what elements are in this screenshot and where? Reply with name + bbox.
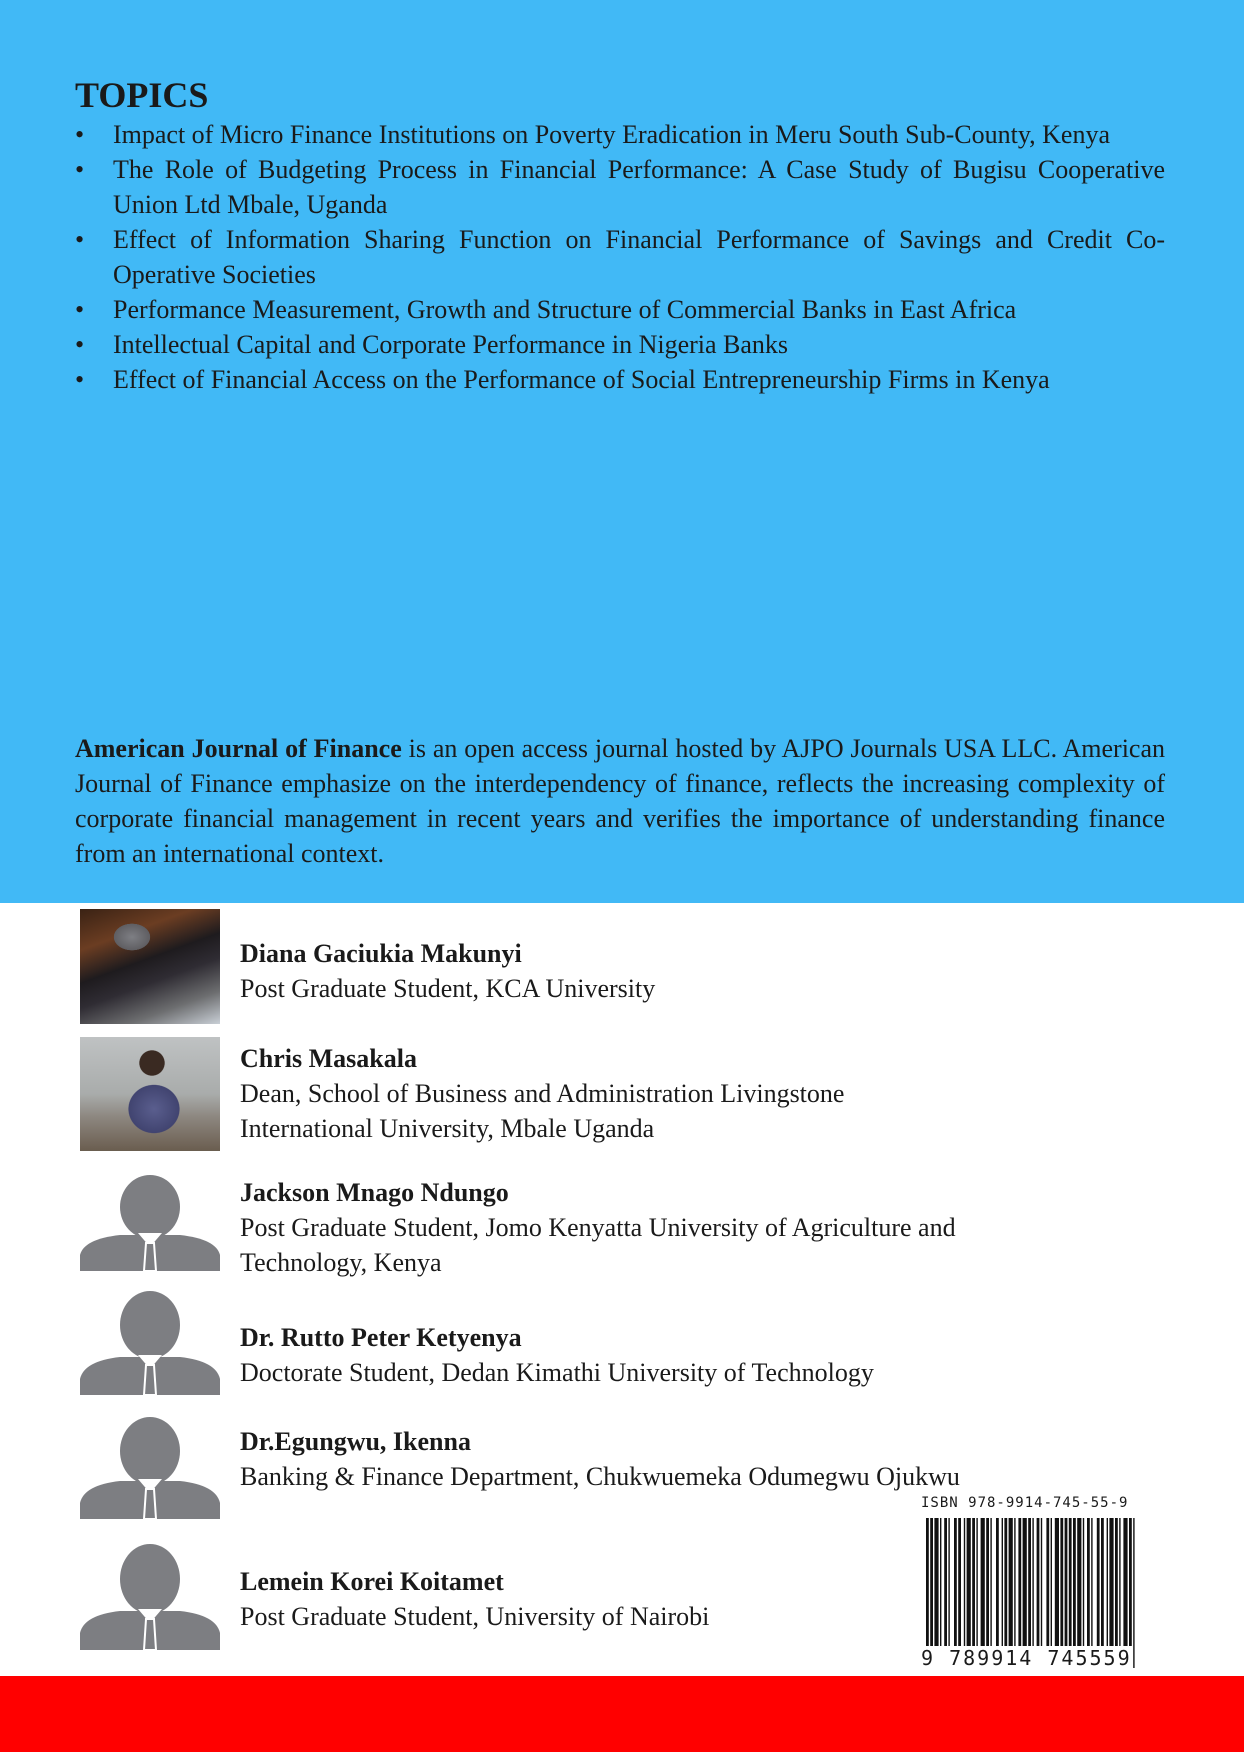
barcode-bar — [1055, 1518, 1059, 1648]
person-silhouette-icon — [80, 1175, 220, 1271]
barcode-bar — [1069, 1518, 1072, 1648]
bottom-bar — [0, 1676, 1244, 1752]
author-name: Diana Gaciukia Makunyi — [240, 939, 522, 968]
barcode-bar — [1023, 1518, 1027, 1648]
bullet-icon: • — [75, 295, 85, 324]
barcode-bar — [1018, 1518, 1021, 1648]
barcode-bar — [1107, 1518, 1108, 1648]
barcode-bar — [1009, 1518, 1013, 1648]
author-affiliation: Post Graduate Student, University of Nairobi — [240, 1602, 710, 1631]
barcode-bar — [1077, 1518, 1081, 1648]
author-affiliation: Post Graduate Student, KCA University — [240, 974, 656, 1003]
barcode-bar — [986, 1518, 989, 1648]
author-name: Jackson Mnago Ndungo — [240, 1178, 509, 1207]
barcode-bar — [996, 1518, 999, 1648]
barcode-bar — [944, 1518, 947, 1648]
barcode-bar — [1119, 1518, 1120, 1648]
barcode-bar — [981, 1518, 985, 1648]
barcode-bar — [1109, 1518, 1113, 1648]
bullet-icon: • — [75, 120, 85, 149]
topic-text: Effect of Information Sharing Function on Financial Performance of Savings and Credit Co-Operative Societies — [113, 225, 1165, 289]
barcode-bar — [1032, 1518, 1033, 1648]
author-name: Chris Masakala — [240, 1044, 417, 1073]
topic-item — [75, 362, 1165, 397]
author-name: Lemein Korei Koitamet — [240, 1567, 504, 1596]
author-card — [80, 1417, 980, 1537]
barcode-bar — [1097, 1518, 1100, 1648]
barcode-bar — [1087, 1518, 1090, 1648]
author-card — [80, 909, 980, 1029]
barcode-bar — [1002, 1518, 1003, 1648]
author-card — [80, 1037, 980, 1157]
author-card — [80, 1175, 980, 1295]
author-info — [240, 1320, 980, 1390]
barcode-bar — [1115, 1518, 1118, 1648]
barcode-bar — [954, 1518, 957, 1648]
topic-item — [75, 152, 1165, 222]
barcode-bar — [1046, 1518, 1049, 1648]
author-photo — [80, 909, 220, 1024]
barcode-bar — [1083, 1518, 1084, 1648]
topic-item — [75, 327, 1165, 362]
barcode-bar — [964, 1518, 965, 1648]
bullet-icon: • — [75, 365, 85, 394]
barcode-bar — [1051, 1518, 1052, 1648]
journal-description-text: is an open access journal hosted by AJPO Journals USA LLC. American Journal of Finance emphasize on the interdependency of finance, reflects the increasing complexity of corporate financial management in recent years and verifies the importance of understanding finance from an international context. — [75, 734, 1166, 868]
barcode-digits-text: 9 789914 745559 — [921, 1646, 1132, 1670]
topic-text: Performance Measurement, Growth and Structure of Commercial Banks in East Africa — [113, 295, 1017, 324]
author-card — [80, 1291, 980, 1411]
bullet-icon: • — [75, 225, 85, 254]
barcode-bar — [934, 1518, 938, 1648]
person-silhouette-icon — [80, 1291, 220, 1395]
barcode-bar — [1129, 1518, 1132, 1648]
topic-text: Intellectual Capital and Corporate Performance in Nigeria Banks — [113, 330, 789, 359]
author-info — [240, 936, 980, 1006]
author-info — [240, 1564, 980, 1634]
isbn-barcode-digits — [920, 1646, 1142, 1670]
barcode-bar — [1101, 1518, 1104, 1648]
barcode-bar — [1004, 1518, 1007, 1648]
author-name: Dr. Rutto Peter Ketyenya — [240, 1323, 522, 1352]
author-photo — [80, 1037, 220, 1151]
author-card — [80, 1543, 980, 1663]
barcode-bar — [967, 1518, 971, 1648]
author-info — [240, 1175, 980, 1280]
bullet-icon: • — [75, 155, 85, 184]
barcode-bar — [1060, 1518, 1063, 1648]
person-silhouette-icon — [80, 1543, 220, 1650]
person-silhouette-icon — [80, 1417, 220, 1519]
barcode-bar — [940, 1518, 941, 1648]
topics-title: TOPICS — [75, 75, 209, 115]
topic-text: Impact of Micro Finance Institutions on Poverty Eradication in Meru South Sub-County, Kenya — [113, 120, 1110, 149]
topic-item — [75, 117, 1165, 152]
author-info — [240, 1424, 980, 1494]
topic-item — [75, 222, 1165, 292]
barcode-bar — [1073, 1518, 1076, 1648]
barcode-bar — [1037, 1518, 1040, 1648]
barcode-bar — [972, 1518, 975, 1648]
barcode-bar — [990, 1518, 991, 1648]
topic-text: The Role of Budgeting Process in Financial Performance: A Case Study of Bugisu Cooperative Union Ltd Mbale, Uganda — [113, 155, 1165, 219]
author-affiliation: Post Graduate Student, Jomo Kenyatta University of Agriculture and Technology, Kenya — [240, 1213, 956, 1277]
barcode-bar — [958, 1518, 961, 1648]
barcode-bar — [1041, 1518, 1042, 1648]
author-info — [240, 1041, 980, 1146]
author-name: Dr.Egungwu, Ikenna — [240, 1427, 471, 1456]
author-affiliation: Dean, School of Business and Administration Livingstone International University, Mbale Uganda — [240, 1079, 845, 1143]
journal-description — [75, 731, 1165, 871]
topic-text: Effect of Financial Access on the Performance of Social Entrepreneurship Firms in Kenya — [113, 365, 1050, 394]
isbn-label: ISBN 978-9914-745-55-9 — [921, 1495, 1129, 1511]
barcode-bar — [1123, 1518, 1127, 1648]
topic-item — [75, 292, 1165, 327]
barcode-bar — [976, 1518, 977, 1648]
barcode-bar — [1028, 1518, 1031, 1648]
barcode-bar — [1091, 1518, 1092, 1648]
author-affiliation: Doctorate Student, Dedan Kimathi University of Technology — [240, 1358, 874, 1387]
topics-list — [75, 117, 1165, 397]
bullet-icon: • — [75, 330, 85, 359]
journal-name: American Journal of Finance — [75, 734, 402, 763]
author-affiliation: Banking & Finance Department, Chukwuemeka Odumegwu Ojukwu — [240, 1462, 960, 1491]
barcode-bar — [1014, 1518, 1015, 1648]
barcode-bar — [948, 1518, 949, 1648]
